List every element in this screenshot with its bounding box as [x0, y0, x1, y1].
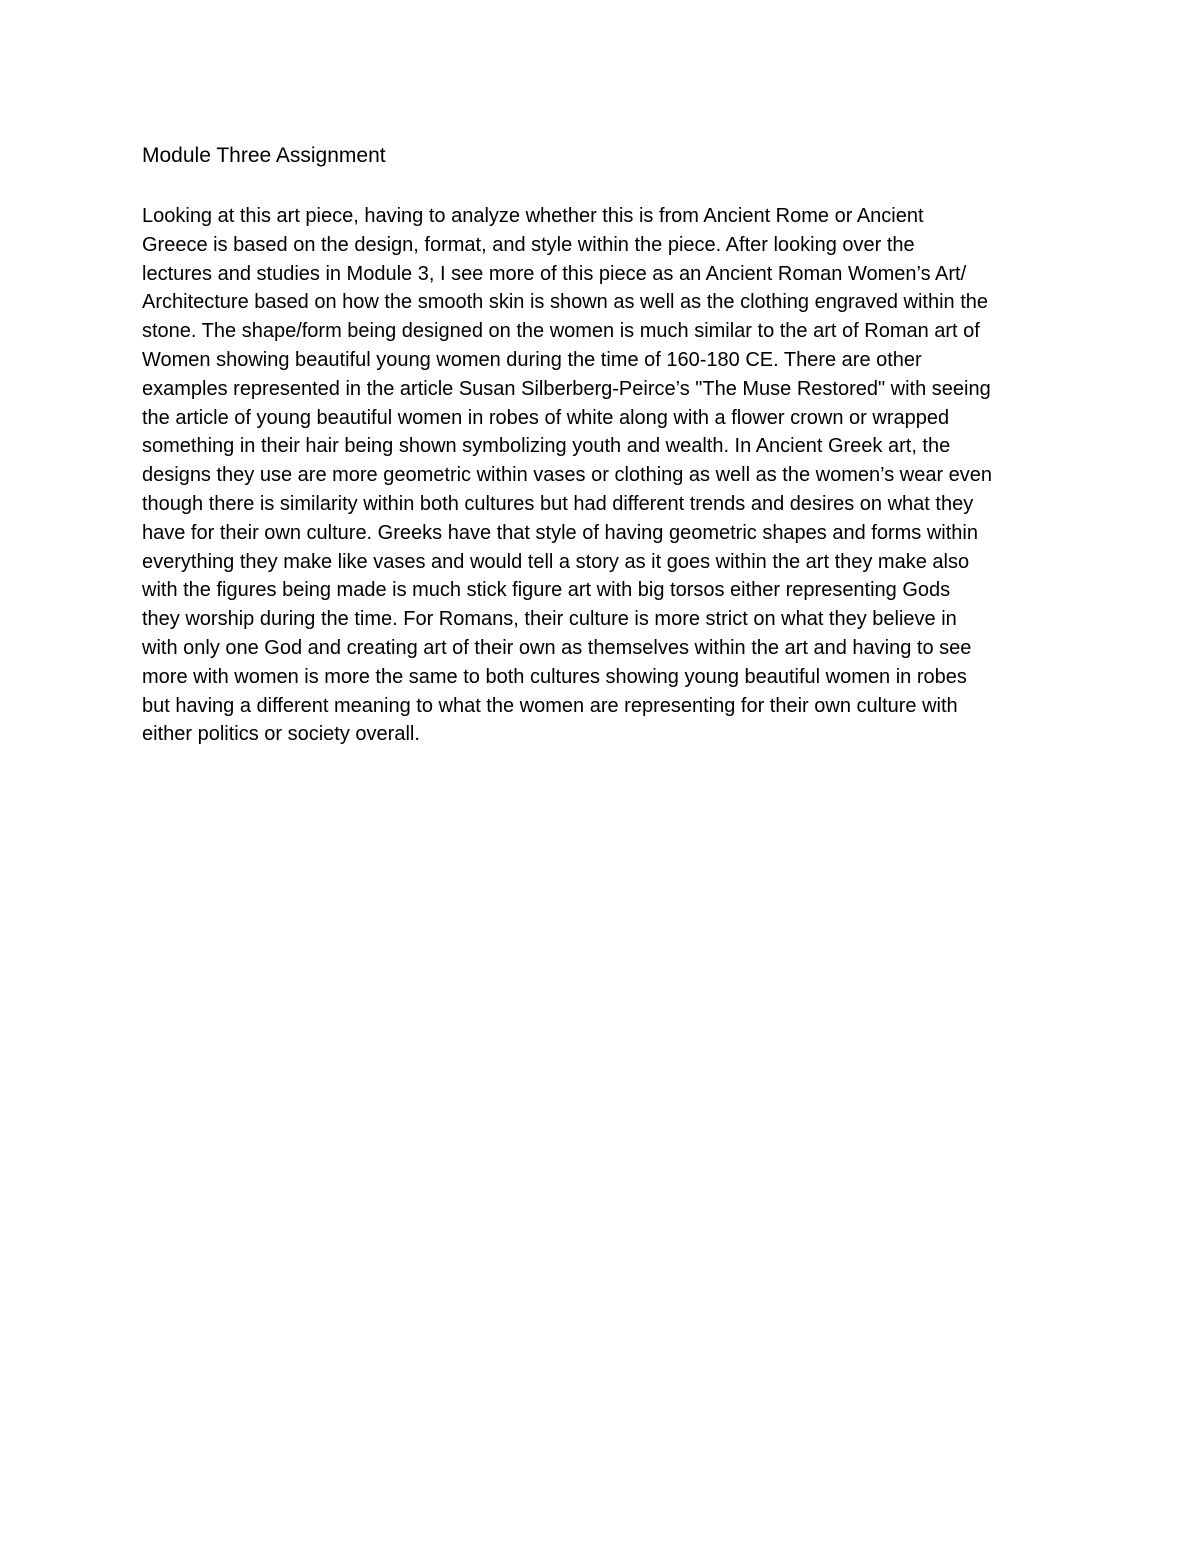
document-body [142, 202, 1102, 749]
body-line: Women showing beautiful young women during the time of 160-180 CE. There are other [142, 348, 922, 371]
body-line: more with women is more the same to both cultures showing young beautiful women in robes [142, 665, 967, 688]
body-line: with the figures being made is much stick figure art with big torsos either representing Gods [142, 579, 951, 602]
body-line: designs they use are more geometric within vases or clothing as well as the women’s wear even [142, 464, 993, 487]
body-line: lectures and studies in Module 3, I see more of this piece as an Ancient Roman Women’s Art/ [142, 262, 967, 285]
body-line: Architecture based on how the smooth skin is shown as well as the clothing engraved within the [142, 291, 989, 314]
body-line: they worship during the time. For Romans, their culture is more strict on what they believe in [142, 608, 957, 631]
body-line: everything they make like vases and would tell a story as it goes within the art they make also [142, 550, 970, 573]
body-line: the article of young beautiful women in robes of white along with a flower crown or wrapped [142, 406, 950, 429]
body-line: something in their hair being shown symbolizing youth and wealth. In Ancient Greek art, the [142, 435, 951, 458]
body-line: though there is similarity within both cultures but had different trends and desires on what they [142, 492, 974, 515]
body-line: either politics or society overall. [142, 723, 420, 746]
body-line: have for their own culture. Greeks have that style of having geometric shapes and forms within [142, 521, 978, 544]
body-line: stone. The shape/form being designed on the women is much similar to the art of Roman art of [142, 320, 980, 343]
body-line: examples represented in the article Susan Silberberg-Peirce’s "The Muse Restored" with seeing [142, 377, 991, 400]
body-line: Greece is based on the design, format, and style within the piece. After looking over the [142, 233, 915, 256]
document-title: Module Three Assignment [142, 144, 386, 167]
body-line: but having a different meaning to what the women are representing for their own culture with [142, 694, 958, 717]
body-line: Looking at this art piece, having to analyze whether this is from Ancient Rome or Ancient [142, 205, 924, 227]
body-line: with only one God and creating art of their own as themselves within the art and having to see [142, 636, 972, 659]
